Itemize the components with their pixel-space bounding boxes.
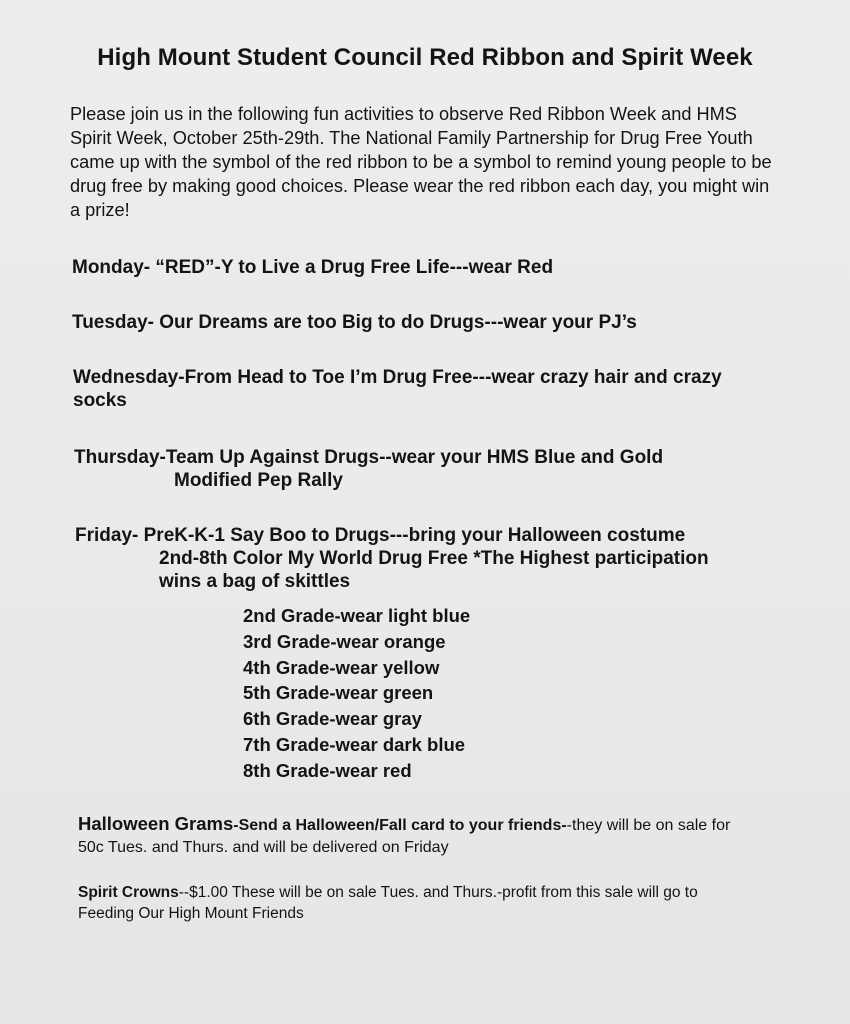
grade-color-item: 4th Grade-wear yellow (243, 656, 440, 678)
halloween-grams-line: 50c Tues. and Thurs. and will be delivered on Friday (78, 839, 449, 856)
thursday-line: Thursday-Team Up Against Drugs--wear your HMS Blue and Gold (74, 447, 664, 468)
halloween-grams-rest: -they will be on sale for (566, 817, 731, 834)
grade-color-item: 2nd Grade-wear light blue (243, 605, 471, 626)
spirit-crowns-line: Feeding Our High Mount Friends (78, 905, 304, 922)
thursday-activity (74, 446, 663, 492)
wednesday-activity (73, 366, 722, 412)
grade-color-item: 5th Grade-wear green (243, 682, 434, 704)
intro-line: a prize! (70, 200, 130, 220)
intro-paragraph (70, 102, 815, 222)
grade-color-item: 8th Grade-wear red (243, 759, 412, 781)
spirit-crowns-note (78, 882, 818, 924)
wednesday-line: socks (73, 390, 127, 411)
grade-color-item: 3rd Grade-wear orange (243, 630, 446, 652)
wednesday-line: Wednesday-From Head to Toe I’m Drug Free---wear crazy hair and crazy (73, 367, 722, 388)
intro-line: Spirit Week, October 25th-29th. The National Family Partnership for Drug Free Youth (70, 128, 753, 148)
thursday-line: Modified Pep Rally (174, 470, 343, 491)
grade-color-item: 7th Grade-wear dark blue (243, 733, 466, 755)
spirit-crowns-line (78, 882, 818, 903)
intro-line: Please join us in the following fun activities to observe Red Ribbon Week and HMS (70, 104, 737, 124)
spirit-crowns-heading: Spirit Crowns (78, 884, 179, 901)
monday-activity: Monday- “RED”-Y to Live a Drug Free Life---wear Red (72, 257, 554, 278)
halloween-grams-heading: Halloween Grams (78, 813, 234, 834)
tuesday-activity: Tuesday- Our Dreams are too Big to do Drugs---wear your PJ’s (72, 312, 637, 333)
spirit-crowns-rest: --$1.00 These will be on sale Tues. and Thurs.-profit from this sale will go to (178, 884, 698, 901)
friday-line: 2nd-8th Color My World Drug Free *The Highest participation (159, 548, 709, 569)
friday-activity (75, 524, 709, 593)
halloween-grams-note (78, 813, 818, 859)
page-title: High Mount Student Council Red Ribbon and Spirit Week (97, 44, 753, 71)
halloween-grams-bold: -Send a Halloween/Fall card to your friends- (233, 817, 567, 834)
grade-color-item: 6th Grade-wear gray (243, 708, 422, 730)
friday-line: wins a bag of skittles (159, 571, 351, 592)
halloween-grams-line (78, 813, 818, 837)
friday-line: Friday- PreK-K-1 Say Boo to Drugs---bring your Halloween costume (75, 525, 686, 546)
grade-color-list (243, 603, 470, 784)
intro-line: drug free by making good choices. Please wear the red ribbon each day, you might win (70, 176, 770, 196)
intro-line: came up with the symbol of the red ribbon to be a symbol to remind young people to be (70, 152, 772, 172)
